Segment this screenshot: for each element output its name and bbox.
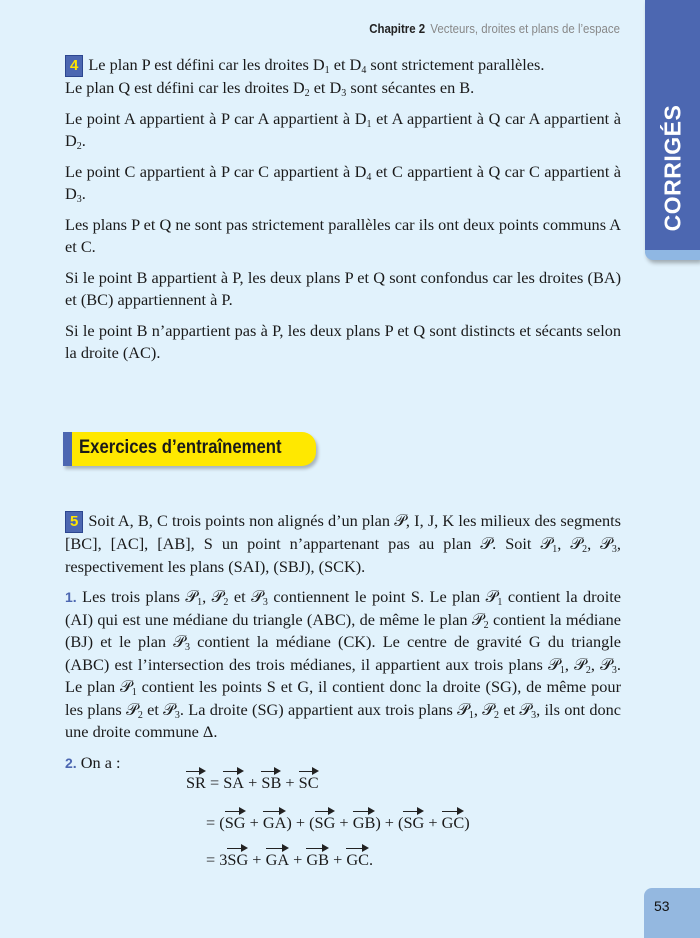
vector: SB: [261, 773, 282, 792]
text-run: Les plans P et Q ne sont pas strictement parallèles car ils ont deux points communs A et C.: [65, 214, 621, 256]
text-run: , 𝒫: [473, 699, 495, 719]
text-run: +: [281, 773, 299, 792]
vector: SA: [223, 773, 245, 792]
vector: SG: [227, 850, 249, 869]
section-tab: [645, 0, 700, 260]
text-run: Si le point B appartient à P, les deux plans P et Q sont confondus car les droites (BA) et (BC) appartiennent à P.: [65, 267, 621, 309]
subscript: 3: [185, 642, 190, 653]
text-run: Les trois plans 𝒫: [76, 587, 198, 606]
subscript: 3: [611, 544, 617, 555]
subscript: 1: [131, 687, 137, 698]
text-run: et 𝒫: [228, 587, 263, 606]
text-run: et D: [329, 55, 362, 74]
subscript: 1: [468, 709, 474, 721]
paragraph: [65, 320, 621, 365]
page-number-box: [644, 888, 700, 938]
part-number: 1.: [65, 589, 77, 605]
subscript: 2: [483, 619, 489, 631]
vector: GB: [306, 850, 330, 869]
text-run: contient la droite (AI) qui est une médiane du triangle (ABC), de même le plan 𝒫: [65, 587, 621, 629]
part-number: 2.: [65, 754, 77, 771]
text-run: contient la médiane (BJ) et le plan 𝒫: [65, 609, 622, 651]
paragraph: [65, 108, 621, 153]
text-run: .: [368, 850, 374, 869]
text-run: ): [464, 813, 470, 832]
subscript: 3: [262, 597, 268, 608]
vector: GA: [262, 813, 287, 832]
subscript: 1: [559, 664, 565, 676]
page-number: 53: [654, 898, 670, 914]
text-run: contient les points S et G, il contient donc la droite (SG), de même pour les plans 𝒫: [65, 677, 621, 719]
subscript: 1: [197, 597, 203, 608]
text-run: +: [245, 813, 263, 832]
subscript: 2: [585, 664, 591, 676]
vector: GB: [352, 813, 376, 832]
text-run: sont strictement parallèles.: [366, 55, 545, 74]
subscript: 2: [137, 709, 143, 721]
text-run: ) + (: [375, 813, 404, 832]
vector: SG: [314, 813, 336, 832]
exercise-4: [65, 54, 621, 373]
text-run: .: [81, 131, 86, 150]
paragraph: [65, 267, 621, 312]
text-run: Le point C appartient à P car C appartient à D: [65, 161, 367, 181]
equation-line: [206, 850, 373, 870]
subscript: 4: [366, 171, 372, 183]
text-run: sont sécantes en B.: [346, 78, 475, 97]
paragraph: [65, 161, 621, 206]
paragraph: [65, 510, 621, 578]
text-run: Le point A appartient à P car A appartient à D: [65, 108, 367, 128]
vector: GA: [265, 850, 290, 869]
text-run: ) + (: [286, 813, 315, 832]
vector: SC: [298, 773, 319, 792]
subscript: 3: [76, 194, 82, 205]
text-run: +: [424, 813, 442, 832]
text-run: et D: [309, 78, 342, 97]
subscript: 3: [174, 709, 180, 721]
vector: GC: [441, 813, 465, 832]
subscript: 2: [223, 597, 229, 608]
subscript: 1: [324, 65, 330, 76]
subscript: 2: [494, 709, 500, 721]
text-run: , 𝒫: [557, 534, 583, 553]
text-run: Soit A, B, C trois points non alignés d’un plan 𝒫, I, J, K les milieux des segments [BC], [AC], [AB], S un point n’appartenant pas au plan 𝒫. Soit 𝒫: [65, 511, 621, 553]
text-run: contient la médiane (CK). Le centre de gravité G du triangle (ABC) est l’intersection des trois médianes, il appartient aux trois plans 𝒫: [65, 632, 622, 674]
subscript: 2: [76, 141, 82, 152]
vector: SG: [224, 813, 246, 832]
paragraph: [65, 214, 621, 259]
text-run: , 𝒫: [587, 534, 612, 553]
text-run: , 𝒫: [202, 587, 224, 606]
equation-line: [206, 813, 470, 833]
paragraph: [65, 752, 621, 775]
exercise-number-badge: 5: [65, 511, 83, 533]
text-run: +: [335, 813, 353, 832]
text-run: =: [205, 773, 224, 792]
paragraph: [65, 54, 621, 100]
text-run: = (: [206, 813, 225, 832]
text-run: . La droite (SG) appartient aux trois plans 𝒫: [179, 699, 469, 719]
subscript: 4: [361, 65, 367, 76]
exercise-5: [65, 510, 621, 782]
text-run: . Le plan 𝒫: [65, 654, 621, 696]
text-run: .: [81, 184, 86, 203]
text-run: , 𝒫: [564, 654, 586, 674]
subscript: 3: [531, 709, 537, 721]
text-run: Si le point B n’appartient pas à P, les deux plans P et Q sont distincts et sécants selon la droite (AC).: [65, 320, 621, 362]
chapter-title: Vecteurs, droites et plans de l’espace: [430, 21, 620, 36]
subscript: 1: [497, 597, 503, 608]
subscript: 3: [341, 88, 347, 99]
text-run: , respectivement les plans (SAI), (SBJ), (SCK).: [65, 534, 621, 576]
text-run: +: [244, 773, 262, 792]
subscript: 1: [552, 544, 558, 555]
subscript: 1: [366, 118, 372, 130]
text-run: et 𝒫: [142, 699, 175, 719]
section-heading: [63, 432, 316, 466]
text-run: Le plan P est défini car les droites D: [88, 55, 325, 74]
vector: SR: [186, 773, 206, 792]
text-run: Le plan Q est défini car les droites D: [65, 78, 305, 97]
vector: GC: [346, 850, 369, 869]
text-run: et C appartient à Q car C appartient à D: [65, 161, 621, 203]
text-run: , 𝒫: [590, 654, 612, 674]
text-run: et A appartient à Q car A appartient à D: [65, 108, 621, 150]
vector: SG: [403, 813, 425, 832]
subscript: 2: [304, 88, 310, 99]
chapter-label: Chapitre 2: [369, 21, 426, 36]
tab-label: CORRIGÉS: [659, 104, 685, 232]
paragraph: [65, 586, 621, 744]
subscript: 3: [611, 664, 617, 676]
text-run: +: [248, 850, 266, 869]
section-heading-text: Exercices d’entraînement: [79, 437, 282, 458]
text-run: contiennent le point S. Le plan 𝒫: [267, 587, 498, 606]
running-header: [369, 21, 620, 36]
equation-line: [186, 773, 319, 793]
text-run: et 𝒫: [499, 699, 532, 719]
text-run: = 3: [206, 850, 228, 869]
exercise-number-badge: 4: [65, 55, 83, 77]
text-run: +: [329, 850, 347, 869]
subscript: 2: [582, 544, 588, 555]
text-run: +: [289, 850, 307, 869]
text-run: On a :: [76, 752, 121, 772]
text-run: , ils ont donc une droite commune Δ.: [65, 699, 621, 741]
